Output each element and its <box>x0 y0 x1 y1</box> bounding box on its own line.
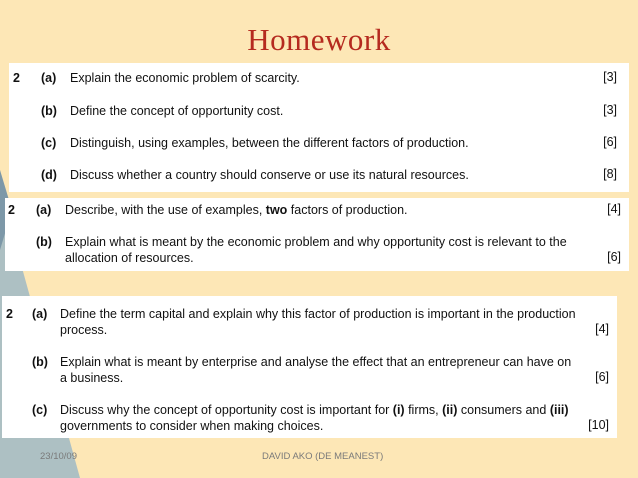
mark: [4] <box>595 322 609 336</box>
question-text: Explain the economic problem of scarcity. <box>70 71 300 85</box>
slide-title: Homework <box>247 22 391 57</box>
part-label: (c) <box>32 403 48 417</box>
question-text-line2: allocation of resources. <box>65 251 194 265</box>
part-label: (a) <box>41 71 57 85</box>
question-text-line2: governments to consider when making choices. <box>60 419 324 433</box>
question-text-line2: a business. <box>60 371 124 385</box>
question-text-line1: Explain what is meant by the economic problem and why opportunity cost is relevant to the <box>65 235 567 249</box>
part-label: (c) <box>41 136 57 150</box>
mark: [6] <box>607 250 621 264</box>
question-number: 2 <box>6 307 13 321</box>
part-label: (b) <box>36 235 52 249</box>
question-text: Distinguish, using examples, between the different factors of production. <box>70 136 469 150</box>
mark: [6] <box>595 370 609 384</box>
part-label: (a) <box>36 203 52 217</box>
part-label: (a) <box>32 307 48 321</box>
part-label: (d) <box>41 168 57 182</box>
mark: [3] <box>603 70 617 84</box>
question-text-line1: Define the term capital and explain why this factor of production is important in the production <box>60 307 576 321</box>
footer-author: DAVID AKO (DE MEANEST) <box>262 451 384 462</box>
question-text-line2: process. <box>60 323 108 337</box>
question-number: 2 <box>13 71 20 85</box>
question-text: Define the concept of opportunity cost. <box>70 104 284 118</box>
question-number: 2 <box>8 203 15 217</box>
question-text: Discuss whether a country should conserve or use its natural resources. <box>70 168 469 182</box>
question-set-2 <box>5 198 629 271</box>
question-text: Describe, with the use of examples, two factors of production. <box>65 203 408 217</box>
mark: [3] <box>603 103 617 117</box>
footer-date: 23/10/09 <box>40 451 77 462</box>
mark: [4] <box>607 202 621 216</box>
question-text-line1: Discuss why the concept of opportunity cost is important for (i) firms, (ii) consumers and (iii) <box>60 403 569 417</box>
question-text-line1: Explain what is meant by enterprise and analyse the effect that an entrepreneur can have on <box>60 355 572 369</box>
mark: [10] <box>588 418 609 432</box>
question-set-1 <box>9 63 629 192</box>
mark: [8] <box>603 167 617 181</box>
part-label: (b) <box>41 104 57 118</box>
question-set-3 <box>2 296 617 438</box>
part-label: (b) <box>32 355 48 369</box>
mark: [6] <box>603 135 617 149</box>
